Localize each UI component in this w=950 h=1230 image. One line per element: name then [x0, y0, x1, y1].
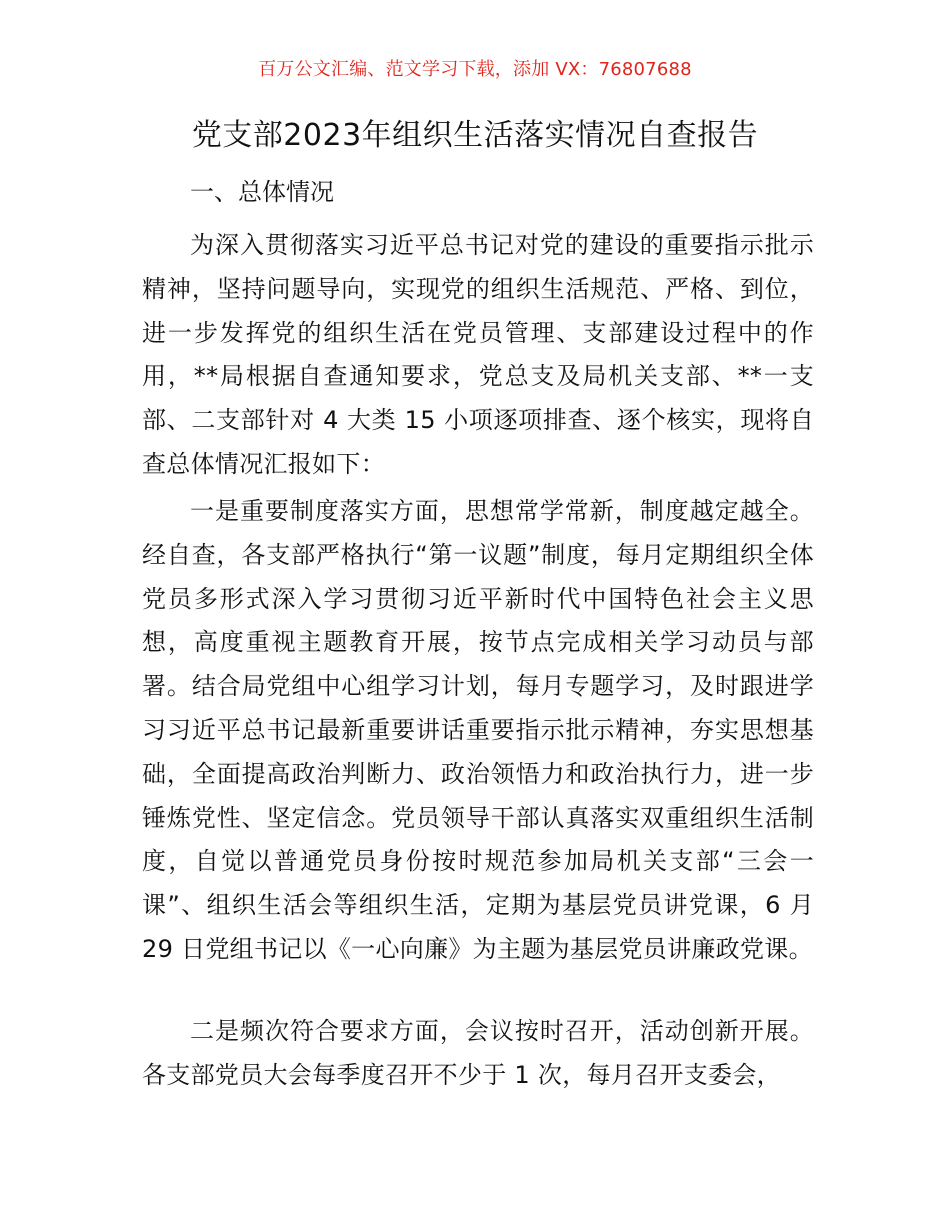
paragraph: 为深入贯彻落实习近平总书记对党的建设的重要指示批示精神，坚持问题导向，实现党的组织生活规范、严格、到位，进一步发挥党的组织生活在党员管理、支部建设过程中的作用，**局根据自查通知要求，党总支及局机关支部、**一支部、二支部针对 4 大类 15 小项逐项排查、逐个核实，现将自查总体情况汇报如下：: [142, 231, 814, 478]
section-heading: 一、总体情况: [190, 178, 334, 206]
watermark-text: 百万公文汇编、范文学习下载，添加 VX：76807688: [258, 59, 692, 80]
page-title: 党支部2023年组织生活落实情况自查报告: [191, 118, 759, 153]
paragraph: 一是重要制度落实方面，思想常学常新，制度越定越全。经自查，各支部严格执行“第一议题”制度，每月定期组织全体党员多形式深入学习贯彻习近平新时代中国特色社会主义思想，高度重视主题教育开展，按节点完成相关学习动员与部署。结合局党组中心组学习计划，每月专题学习，及时跟进学习习近平总书记最新重要讲话重要指示批示精神，夯实思想基础，全面提高政治判断力、政治领悟力和政治执行力，进一步锤炼党性、坚定信念。党员领导干部认真落实双重组织生活制度，自觉以普通党员身份按时规范参加局机关支部“三会一课”、组织生活会等组织生活，定期为基层党员讲党课，6 月 29 日党组书记以《一心向廉》为主题为基层党员讲廉政党课。: [142, 497, 814, 963]
paragraph: 二是频次符合要求方面，会议按时召开，活动创新开展。各支部党员大会每季度召开不少于 1 次，每月召开支委会，: [142, 1017, 814, 1089]
